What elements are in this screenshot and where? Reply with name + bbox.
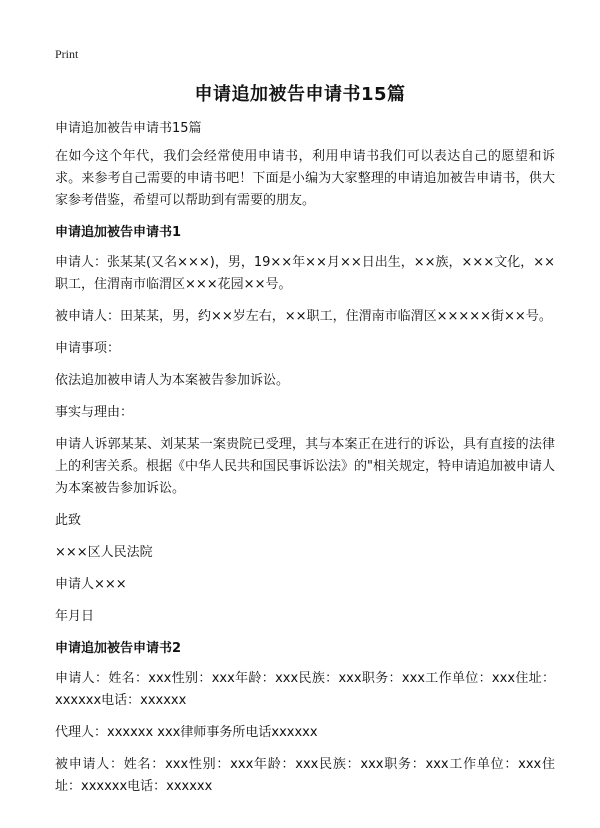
document-subtitle: 申请追加被告申请书15篇 [55,121,202,136]
page-title: 申请追加被告申请书15篇 [194,84,406,105]
section-2-respondent: 被申请人：姓名：xxx性别：xxx年龄：xxx民族：xxx职务：xxx工作单位：xxx住址：xxxxxx电话：xxxxxx [55,757,555,794]
section-1-applicant: 申请人：张某某(又名×××)，男，19××年××月××日出生，××族，×××文化，××职工，住渭南市临渭区×××花园××号。 [55,255,555,292]
section-2-agent: 代理人：xxxxxx xxx律师事务所电话xxxxxx [55,725,318,740]
section-1-respondent: 被申请人：田某某，男，约××岁左右，××职工，住渭南市临渭区×××××街××号。 [55,309,552,324]
section-1-matter: 依法追加被申请人为本案被告参加诉讼。 [55,373,290,388]
section-1-matter-label: 申请事项： [55,341,121,356]
document-body [55,118,555,808]
section-1-reason: 申请人诉郭某某、刘某某一案贵院已受理，其与本案正在进行的诉讼，具有直接的法律上的利害关系。根据《中华人民共和国民事诉讼法》的"相关规定，特申请追加被申请人为本案被告参加诉讼。 [55,437,555,496]
section-2-heading: 申请追加被告申请书2 [55,641,182,656]
section-1-heading: 申请追加被告申请书1 [55,225,182,240]
section-1-salutation: 此致 [55,513,82,528]
print-label: Print [55,47,79,61]
section-1-court: ×××区人民法院 [55,545,153,560]
section-1-reason-label: 事实与理由： [55,405,134,420]
section-2-applicant: 申请人：姓名：xxx性别：xxx年龄：xxx民族：xxx职务：xxx工作单位：xxx住址：xxxxxx电话：xxxxxx [55,671,555,708]
section-1-date: 年月日 [55,609,95,624]
intro-paragraph: 在如今这个年代，我们会经常使用申请书，利用申请书我们可以表达自己的愿望和诉求。来参考自己需要的申请书吧！下面是小编为大家整理的申请追加被告申请书，供大家参考借鉴，希望可以帮助到有需要的朋友。 [55,149,555,208]
section-1-signature: 申请人××× [55,577,127,592]
